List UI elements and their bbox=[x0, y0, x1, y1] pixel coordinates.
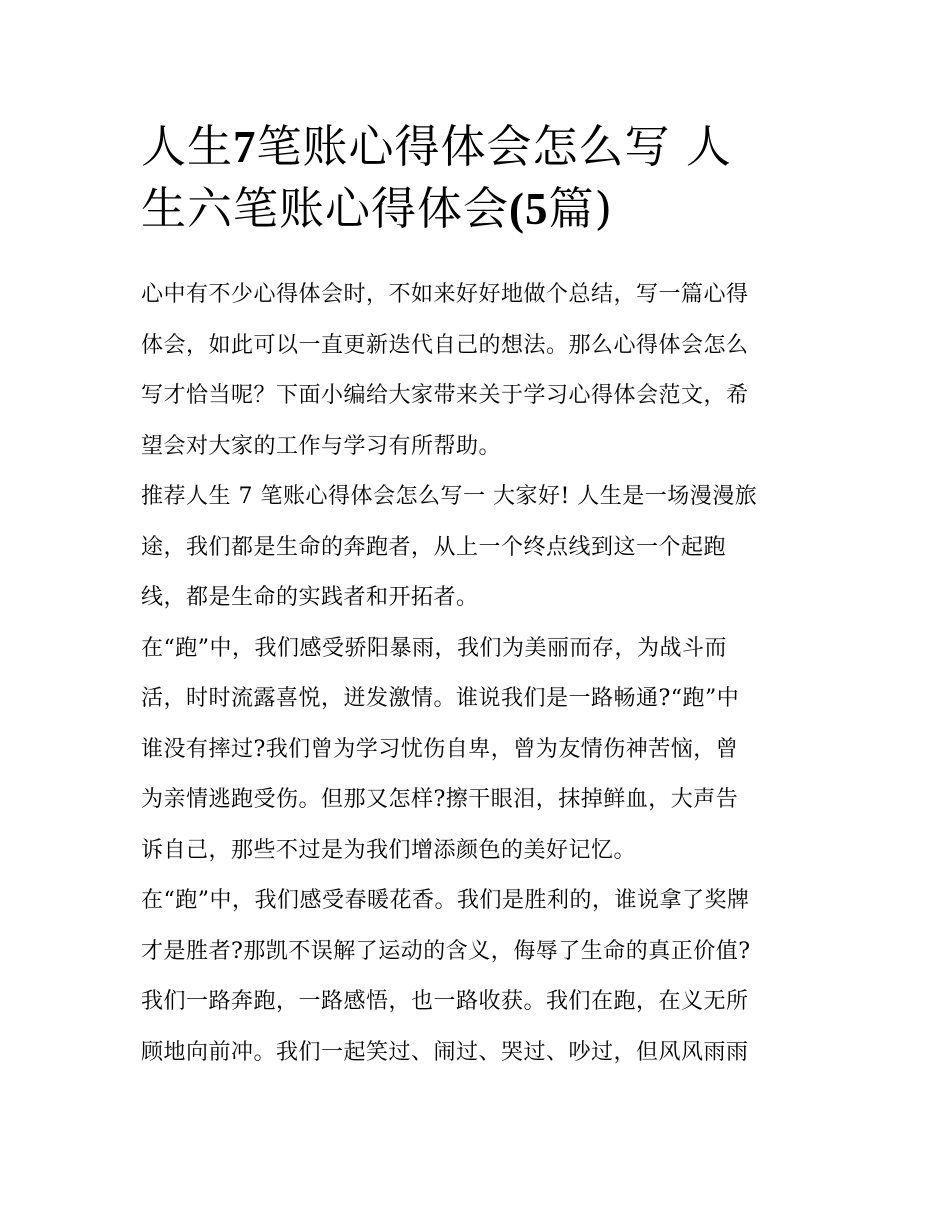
paragraph-intro bbox=[141, 270, 813, 472]
title-segment: 人生 bbox=[141, 120, 234, 173]
document-body bbox=[141, 270, 813, 1078]
text-line: 途，我们都是生命的奔跑者，从上一个终点线到这一个起跑 bbox=[141, 534, 727, 560]
title-segment: 生六笔账心得体会 bbox=[141, 182, 510, 235]
title-line bbox=[141, 116, 813, 178]
text-line: 谁没有摔过?我们曾为学习忧伤自卑，曾为友情伤神苦恼，曾 bbox=[141, 736, 739, 762]
text-line: 才是胜者?那凯不误解了运动的含义，侮辱了生命的真正价值? bbox=[141, 938, 751, 964]
paragraph-recommend bbox=[141, 472, 813, 624]
text-line: 写才恰当呢？下面小编给大家带来关于学习心得体会范文，希 bbox=[141, 383, 749, 408]
text-line: 心中有不少心得体会时，不如来好好地做个总结，写一篇心得 bbox=[141, 282, 749, 307]
text-line: 望会对大家的工作与学习有所帮助。 bbox=[141, 433, 502, 459]
text-line: 体会，如此可以一直更新迭代自己的想法。那么心得体会怎么 bbox=[141, 332, 749, 358]
document-title bbox=[141, 116, 813, 240]
title-segment: 篇) bbox=[548, 182, 614, 235]
text-line: 诉自己，那些不过是为我们增添颜色的美好记忆。 bbox=[141, 837, 637, 863]
text-line: 我们一路奔跑，一路感悟，也一路收获。我们在跑，在义无所 bbox=[141, 989, 749, 1014]
text-line: 在“跑”中，我们感受春暖花香。我们是胜利的，谁说拿了奖牌 bbox=[141, 888, 750, 913]
text-line: 推荐人生 7 笔账心得体会怎么写一 大家好! 人生是一场漫漫旅 bbox=[141, 484, 758, 509]
text-line: 为亲情逃跑受伤。但那又怎样?擦干眼泪，抹掉鲜血，大声告 bbox=[141, 787, 739, 812]
title-segment: 7 bbox=[233, 122, 257, 172]
title-line bbox=[141, 178, 813, 240]
text-line: 线，都是生命的实践者和开拓者。 bbox=[141, 585, 479, 610]
paragraph-running-1 bbox=[141, 624, 813, 877]
document-content bbox=[141, 116, 813, 1078]
paragraph-running-2 bbox=[141, 876, 813, 1078]
title-segment: (5 bbox=[509, 184, 549, 234]
text-line: 顾地向前冲。我们一起笑过、闹过、哭过、吵过，但风风雨雨 bbox=[141, 1039, 749, 1065]
text-line: 活，时时流露喜悦，迸发激情。谁说我们是一路畅通?“跑”中 bbox=[141, 686, 740, 711]
text-line: 在“跑”中，我们感受骄阳暴雨，我们为美丽而存，为战斗而 bbox=[141, 635, 727, 661]
title-segment: 笔账心得体会怎么写 人 bbox=[256, 120, 732, 173]
